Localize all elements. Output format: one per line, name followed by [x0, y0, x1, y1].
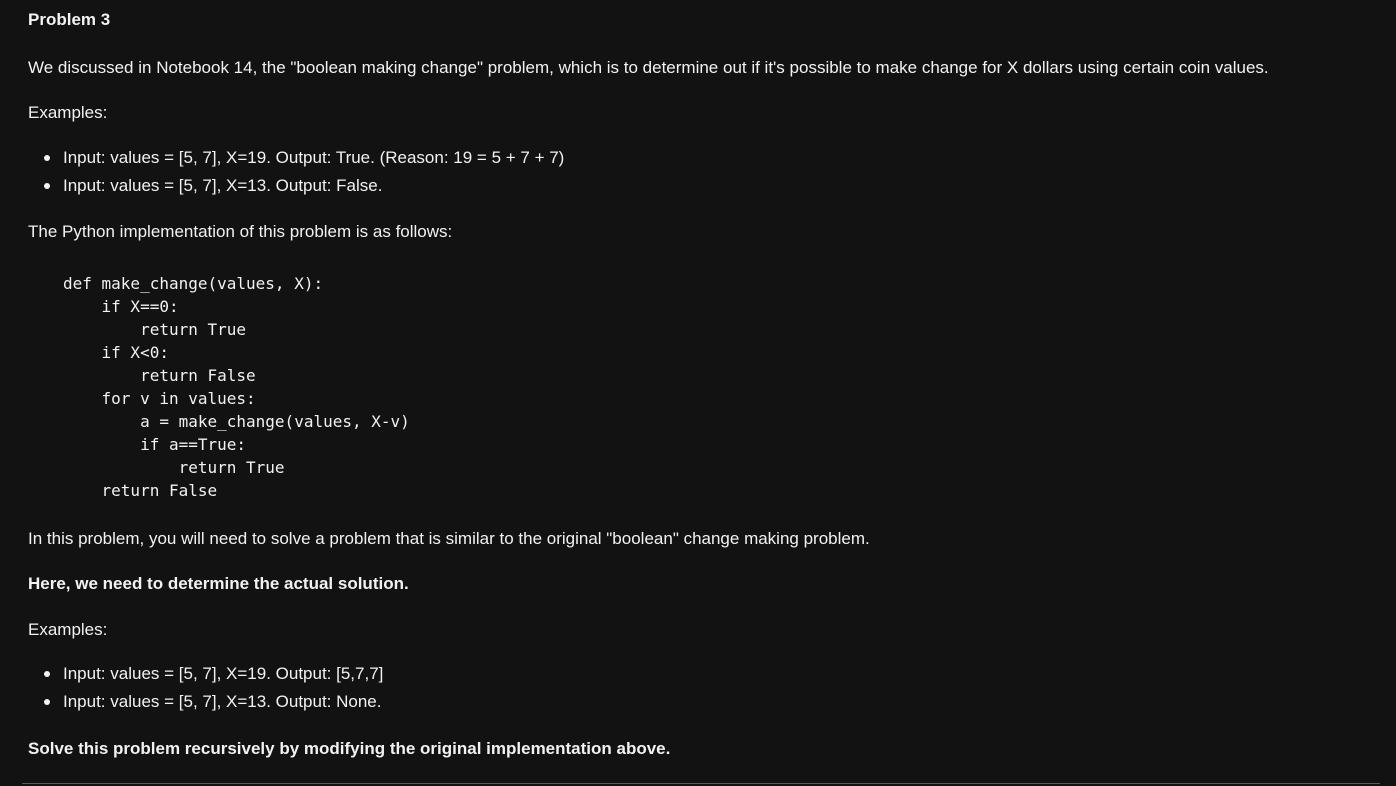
examples-label-2: Examples:: [28, 620, 108, 639]
similar-paragraph: In this problem, you will need to solve a problem that is similar to the original "boolean" change making problem.: [28, 529, 870, 548]
list-item: Input: values = [5, 7], X=19. Output: [5,7,7]: [28, 660, 383, 688]
code-block: def make_change(values, X): if X==0: return True if X<0: return False for v in values: a = make_change(values, X-v) if a==True: return True return False: [63, 274, 410, 500]
examples-list-2: [28, 660, 383, 716]
list-item: Input: values = [5, 7], X=13. Output: False.: [28, 172, 564, 200]
examples-label-1: Examples:: [28, 103, 108, 122]
instruction-paragraph: Solve this problem recursively by modifying the original implementation above.: [28, 739, 671, 758]
examples-list-1: [28, 144, 564, 200]
list-item: Input: values = [5, 7], X=13. Output: None.: [28, 688, 383, 716]
list-item: Input: values = [5, 7], X=19. Output: True. (Reason: 19 = 5 + 7 + 7): [28, 144, 564, 172]
actual-solution-paragraph: Here, we need to determine the actual solution.: [28, 574, 409, 593]
cell-divider: [22, 783, 1380, 784]
intro-paragraph: We discussed in Notebook 14, the "boolean making change" problem, which is to determine out if it's possible to make change for X dollars using certain coin values.: [28, 58, 1269, 77]
impl-intro-paragraph: The Python implementation of this problem is as follows:: [28, 222, 453, 241]
problem-title: Problem 3: [28, 10, 111, 29]
